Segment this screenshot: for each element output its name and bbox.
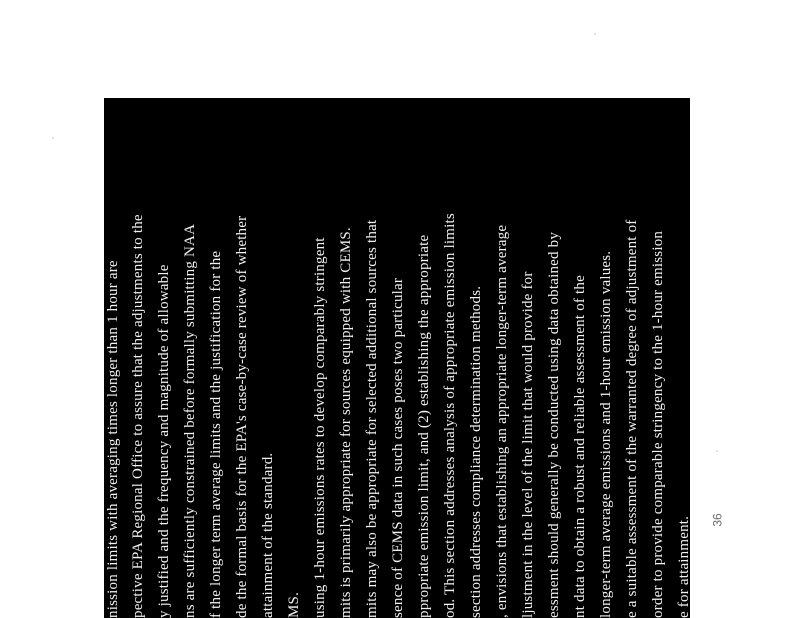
text-line: ljustment in the level of the limit that would provide for [520,271,536,618]
text-line: e a suitable assessment of the warranted degree of adjustment of [624,219,640,618]
text-line: e for attainment. [676,515,692,618]
text-line: essment should generally be conducted using data obtained by [546,231,562,618]
inverted-text-panel [104,98,690,618]
rotated-text-block [104,98,690,618]
text-line: y justified and the frequency and magnitude of allowable [156,264,172,618]
text-line: section addresses compliance determination methods. [468,285,484,618]
text-line: , envisions that establishing an appropriate longer-term average [494,224,510,618]
text-line: attainment of the standard. [260,452,276,618]
text-line: pective EPA Regional Office to assure that the adjustments to the [130,214,146,618]
text-line: de the formal basis for the EPA's case-by-case review of whether [234,215,250,618]
text-line: using 1-hour emissions rates to develop comparably stringent [312,237,328,618]
text-line: od. This section addresses analysis of appropriate emission limits [442,213,458,618]
text-line: mits is primarily appropriate for sources equipped with CEMS. [338,227,354,618]
text-line: mits may also be appropriate for selected additional sources that [364,219,380,618]
text-line: nt data to obtain a robust and reliable assessment of the [572,275,588,618]
scan-speck [52,137,54,139]
text-line: longer-term average emissions and 1-hour emission values. [598,250,614,618]
page-number: 36 [710,513,725,527]
text-line: nission limits with averaging times longer than 1 hour are [105,260,121,618]
text-line: order to provide comparable stringency to the 1-hour emission [650,230,666,618]
text-line: sence of CEMS data in such cases poses two particular [390,277,406,618]
scan-speck [716,450,718,452]
text-line: ns are sufficiently constrained before formally submitting NAA [182,223,198,618]
scan-speck [594,33,596,35]
text-line: ppropriate emission limit, and (2) establishing the appropriate [416,234,432,618]
text-line: MS. [286,591,302,618]
text-line: f the longer term average limits and the justification for the [208,250,224,618]
